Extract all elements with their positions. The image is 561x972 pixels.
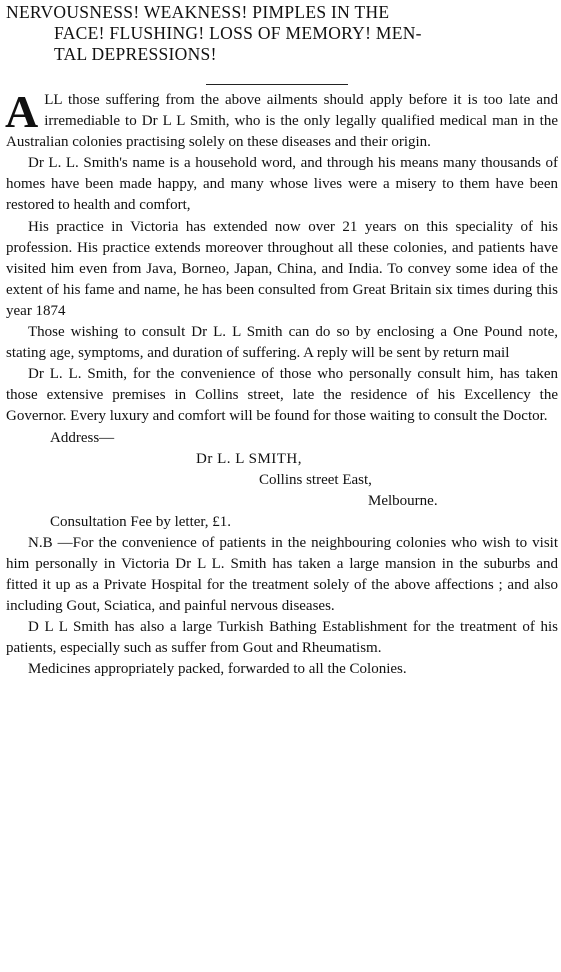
address-city: Melbourne. [368, 492, 438, 509]
article-body [5, 86, 558, 680]
address-street: Collins street East, [259, 471, 372, 488]
lead-paragraph-text: LL those suffering from the above ailments should apply before it is too late and irremediable to Dr L L Smith, who is the only legally qualified medical man in the Australian colonies practising solely on these diseases and their origin. [6, 92, 558, 151]
headline-line-2: FACE! FLUSHING! LOSS OF MEMORY! MEN- [54, 23, 422, 43]
paragraph-household-word: Dr L. L. Smith's name is a household word, and through his means many thousands of homes have been made happy, and many whose lives were a misery to them have been restored to health and comfort, [6, 155, 558, 214]
headline [6, 2, 558, 65]
address-block [6, 449, 558, 512]
note-turkish-bath: D L L Smith has also a large Turkish Bathing Establishment for the treatment of his patients, especially such as suffer from Gout and Rheumatism. [6, 619, 558, 657]
address-label: Address— [50, 429, 115, 446]
address-name: Dr L. L SMITH, [196, 450, 303, 467]
note-private-hospital: N.B —For the convenience of patients in the neighbouring colonies who wish to visit him personally in Victoria Dr L L. Smith has taken a large mansion in the suburbs and fitted it up as a Private Hospital for the treatment solely of the above affections ; and also including Gout, Sciatica, and painful nervous diseases. [6, 534, 558, 614]
paragraph-premises: Dr L. L. Smith, for the convenience of those who personally consult him, has taken those extensive premises in Collins street, late the residence of his Excellency the Governor. Every luxury and comfort will be found for those waiting to consult the Doctor. [6, 366, 558, 425]
headline-line-1: NERVOUSNESS! WEAKNESS! PIMPLES IN THE [6, 2, 390, 22]
headline-line-3: TAL DEPRESSIONS! [54, 44, 217, 64]
lead-paragraph [5, 86, 558, 153]
note-medicines: Medicines appropriately packed, forwarded to all the Colonies. [28, 661, 407, 678]
consultation-fee: Consultation Fee by letter, £1. [50, 513, 232, 530]
divider-rule [206, 84, 348, 85]
drop-cap: A [5, 86, 39, 137]
paragraph-practice: His practice in Victoria has extended now over 21 years on this speciality of his profession. His practice extends moreover throughout all these colonies, and patients have visited him even from Java, Borneo, Japan, China, and India. To convey some idea of the extent of his fame and name, he has been consulted from Great Britain six times during this year 1874 [6, 218, 558, 319]
paragraph-consult-by-letter: Those wishing to consult Dr L. L Smith can do so by enclosing a One Pound note, stating age, symptoms, and duration of suffering. A reply will be sent by return mail [6, 324, 558, 362]
